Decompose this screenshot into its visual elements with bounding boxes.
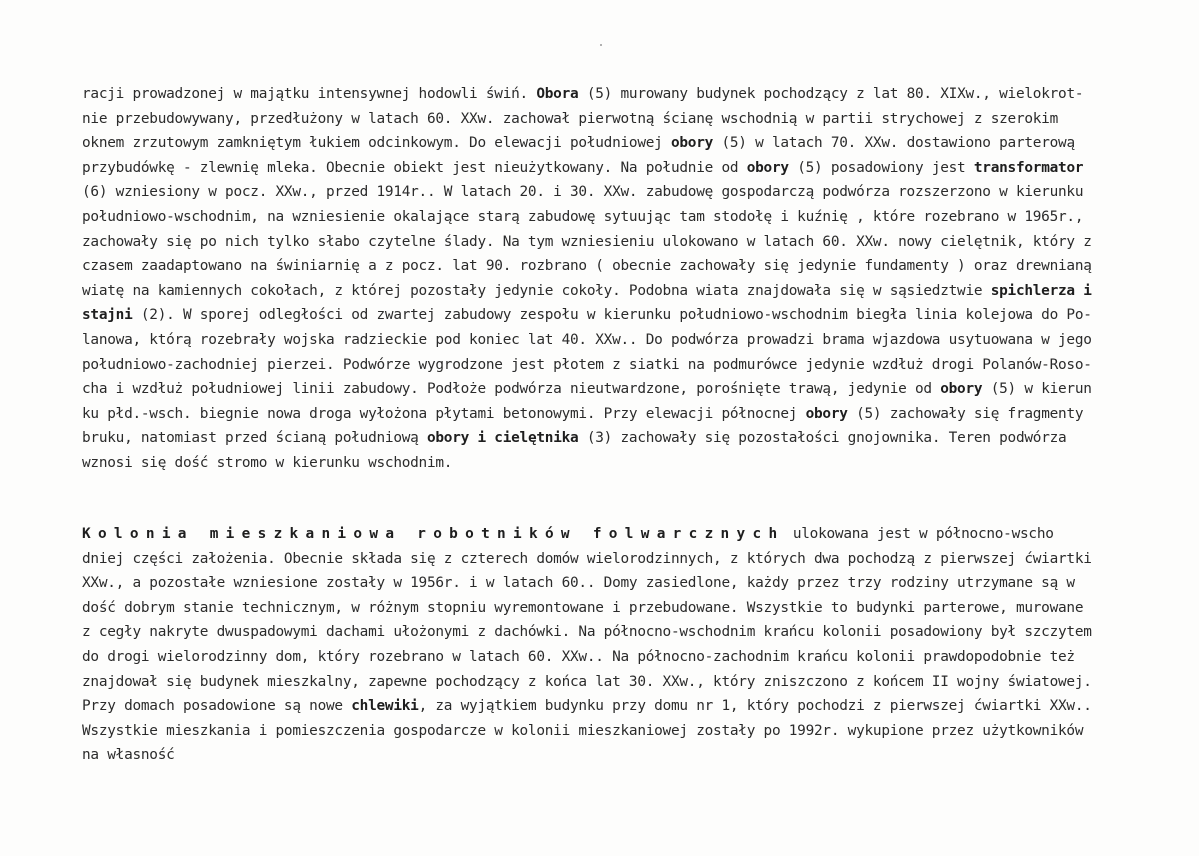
text-line	[82, 131, 1112, 156]
text-run: dość dobrym stanie technicznym, w różnym stopniu wyremontowane i przebudowane. Wszystkie to budynki parterowe, murowane	[82, 599, 1084, 616]
text-line	[82, 522, 1112, 547]
section-heading: Kolonia mieszkaniowa robotników folwarcznych	[82, 526, 785, 542]
text-run: (2). W sporej odległości od zwartej zabudowy zespołu w kierunku południowo-wschodnim biegła linia kolejowa do Po-	[132, 307, 1092, 324]
text-run: (3) zachowały się pozostałości gnojownika. Teren podwórza	[578, 430, 1067, 447]
text-line	[82, 328, 1112, 353]
text-run: oknem zrzutowym zamkniętym łukiem odcinkowym. Do elewacji południowej	[82, 135, 671, 152]
text-line	[82, 596, 1112, 621]
text-line	[82, 694, 1112, 719]
text-line	[82, 571, 1112, 596]
text-run: (6) wzniesiony w pocz. XXw., przed 1914r.. W latach 20. i 30. XXw. zabudowę gospodarczą podwórza rozszerzono w kierunku	[82, 184, 1084, 201]
text-line	[82, 205, 1112, 230]
text-line	[82, 82, 1112, 107]
bold-term: transformator	[973, 159, 1084, 176]
bold-term: obory	[940, 381, 983, 398]
paragraph-farmyard	[82, 82, 1112, 476]
text-run: południowo-wschodnim, na wzniesienie okalające starą zabudowę sytuując tam stodołę i kuźnię , które rozebrano w 1965r.,	[82, 208, 1084, 225]
text-run: (5) murowany budynek pochodzący z lat 80. XIXw., wielokrot-	[578, 86, 1084, 102]
bold-term: obory i cielętnika	[426, 430, 579, 447]
text-run: znajdował się budynek mieszkalny, zapewne pochodzący z końca lat 30. XXw., który zniszczono z końcem II wojny światowej.	[82, 673, 1092, 690]
text-run: (5) w latach 70. XXw. dostawiono parterową	[713, 135, 1075, 152]
text-run: XXw., a pozostałe wzniesione zostały w 1956r. i w latach 60.. Domy zasiedlone, każdy przez trzy rodziny utrzymane są w	[82, 575, 1075, 592]
text-run: , za wyjątkiem budynku przy domu nr 1, który pochodzi z pierwszej ćwiartki XXw..	[418, 698, 1092, 715]
text-line	[82, 719, 1112, 744]
text-line	[82, 620, 1112, 645]
text-run: dniej części założenia. Obecnie składa się z czterech domów wielorodzinnych, z których dwa pochodzą z pierwszej ćwiartki	[82, 550, 1092, 567]
text-line	[82, 451, 1112, 476]
text-line	[82, 645, 1112, 670]
text-run: z cegły nakryte dwuspadowymi dachami ułożonymi z dachówki. Na północno-wschodnim krańcu kolonii posadowiony był szczytem	[82, 624, 1092, 641]
bold-term: spichlerza i	[990, 282, 1092, 299]
bold-term: Obora	[536, 86, 579, 102]
paragraph-workers-colony	[82, 522, 1112, 768]
text-run: przybudówkę - zlewnię mleka. Obecnie obiekt jest nieużytkowany. Na południe od	[82, 159, 747, 176]
text-run: (5) zachowały się fragmenty	[847, 405, 1084, 422]
text-line	[82, 279, 1112, 304]
text-line	[82, 303, 1112, 328]
text-run: (5) w kierun	[982, 381, 1092, 398]
text-run: południowo-zachodniej pierzei. Podwórze wygrodzone jest płotem z siatki na podmurówce jedynie wzdłuż drogi Polanów-Roso-	[82, 356, 1092, 373]
text-run: Przy domach posadowione są nowe	[82, 698, 352, 715]
text-line	[82, 402, 1112, 427]
bold-term: chlewiki	[351, 698, 419, 715]
text-run: (5) posadowiony jest	[788, 159, 974, 176]
text-run: do drogi wielorodzinny dom, który rozebrano w latach 60. XXw.. Na północno-zachodnim krańcu kolonii prawdopodobnie też	[82, 648, 1075, 665]
bold-term: obory	[805, 405, 848, 422]
text-run: cha i wzdłuż południowej linii zabudowy. Podłoże podwórza nieutwardzone, porośnięte trawą, jedynie od	[82, 381, 941, 398]
text-run: wznosi się dość stromo w kierunku wschodnim.	[82, 454, 453, 471]
text-line	[82, 670, 1112, 695]
text-run: racji prowadzonej w majątku intensywnej hodowli świń.	[82, 86, 537, 102]
text-run: zachowały się po nich tylko słabo czytelne ślady. Na tym wzniesieniu ulokowano w latach 60. XXw. nowy cielętnik, który z	[82, 233, 1092, 250]
text-run: czasem zaadaptowano na świniarnię a z pocz. lat 90. rozbrano ( obecnie zachowały się jedynie fundamenty ) oraz drewnianą	[82, 258, 1092, 275]
text-line	[82, 547, 1112, 572]
text-line	[82, 180, 1112, 205]
bold-term: obory	[746, 159, 789, 176]
text-run: na własność	[82, 747, 175, 764]
text-line	[82, 156, 1112, 181]
text-run: Wszystkie mieszkania i pomieszczenia gospodarcze w kolonii mieszkaniowej zostały po 1992r. wykupione przez użytkowników	[82, 722, 1084, 739]
bold-term: obory	[670, 135, 714, 152]
text-run: ku płd.-wsch. biegnie nowa droga wyłożona płytami betonowymi. Przy elewacji północnej	[82, 405, 806, 422]
text-run: wiatę na kamiennych cokołach, z której pozostały jedynie cokoły. Podobna wiata znajdowała się w sąsiedztwie	[82, 282, 991, 299]
paper-speck	[600, 44, 602, 46]
text-run: nie przebudowywany, przedłużony w latach 60. XXw. zachował pierwotną ścianę wschodnią w partii strychowej z szerokim	[82, 110, 1059, 127]
bold-term: stajni	[82, 307, 133, 324]
text-line	[82, 426, 1112, 451]
text-line	[82, 743, 1112, 768]
text-line	[82, 254, 1112, 279]
text-line	[82, 353, 1112, 378]
text-line	[82, 230, 1112, 255]
text-line	[82, 107, 1112, 132]
text-line	[82, 377, 1112, 402]
text-run: lanowa, którą rozebrały wojska radzieckie pod koniec lat 40. XXw.. Do podwórza prowadzi brama wjazdowa usytuowana w jego	[82, 331, 1092, 348]
text-run: bruku, natomiast przed ścianą południową	[82, 430, 427, 447]
text-run: ulokowana jest w północno-wscho	[784, 526, 1054, 542]
